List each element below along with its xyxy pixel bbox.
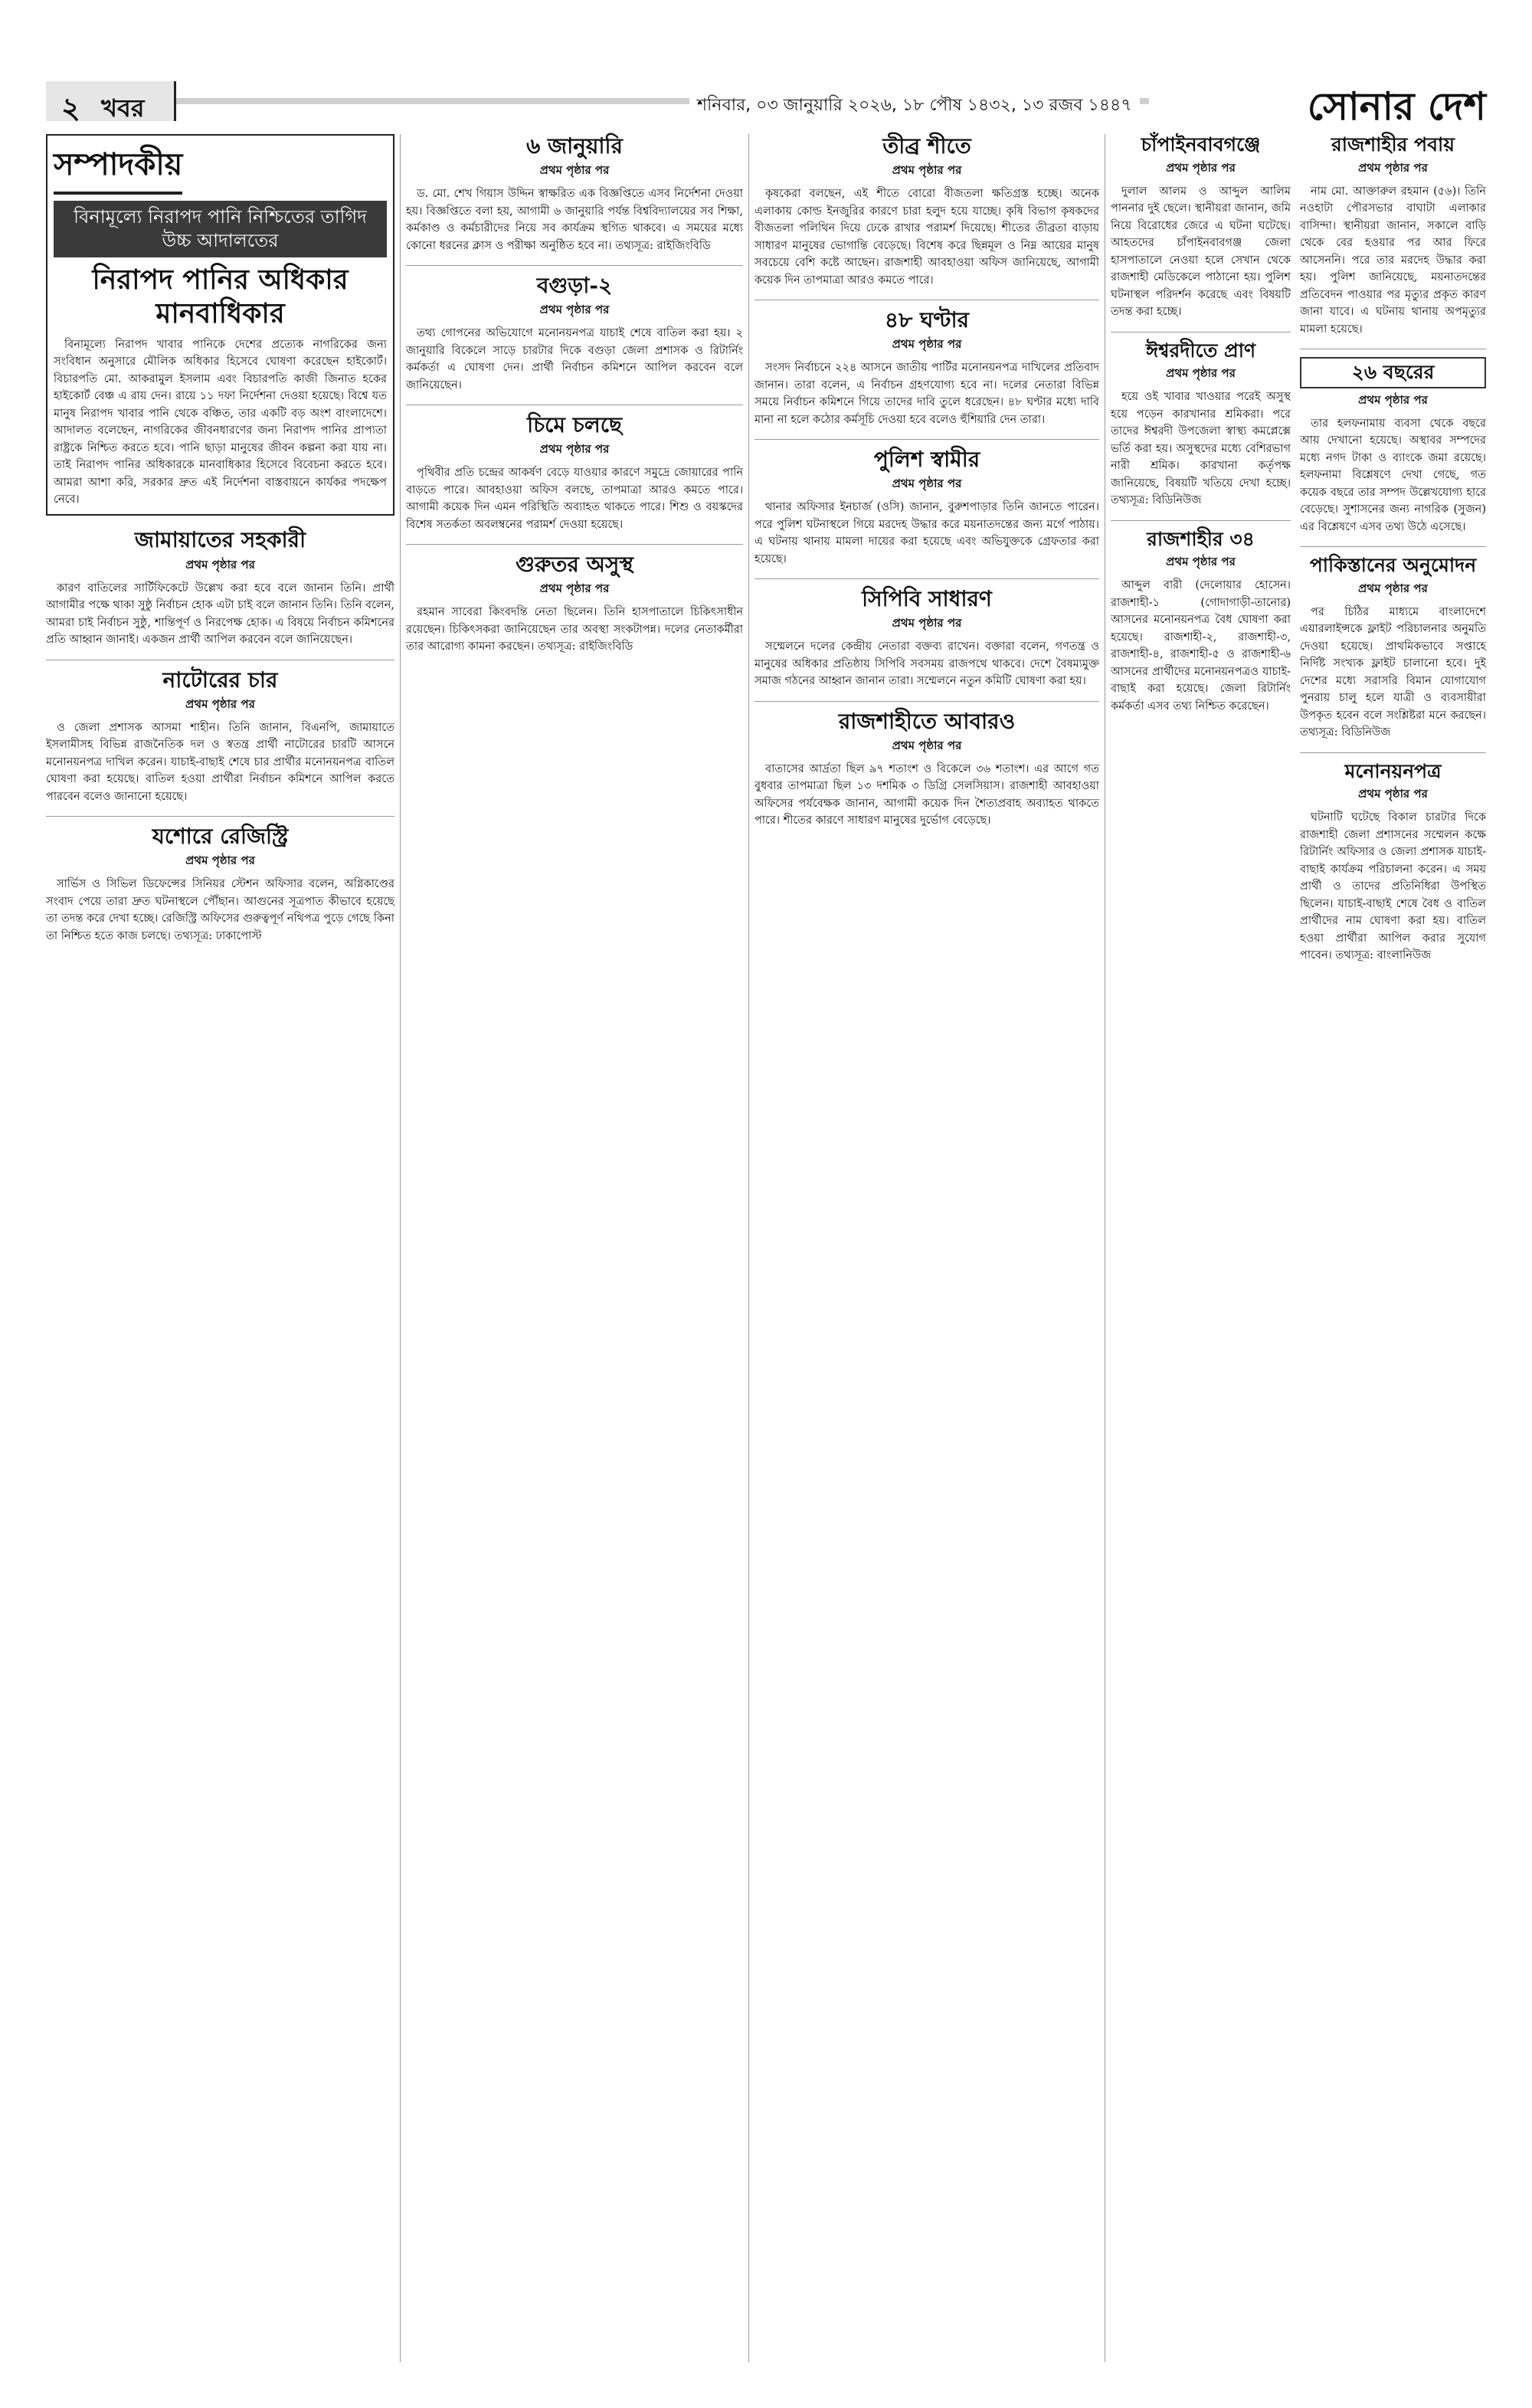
story-headline: পুলিশ স্বামীর [873, 447, 980, 473]
masthead [46, 81, 1486, 129]
story-jamaat [46, 528, 394, 648]
story-headline: চিমে চলছে [527, 412, 622, 438]
column-1 [46, 134, 394, 955]
story-body: থানার অফিসার ইনচার্জ (ওসি) জানান, বুরুশপাড়ার তিনি জানতে পারেন। পরে পুলিশ ঘটনাস্থলে গিয়ে মরদেহ উদ্ধার করে ময়নাতদন্তের জন্য মর্গে পাঠায়। এ ঘটনায় থানায় মামলা দায়ের করা হয়েছে এবং অভিযুক্তকে গ্রেফতার করা হয়েছে। [755, 501, 1099, 565]
story-kicker: প্রথম পৃষ্ঠার পর [1358, 392, 1428, 407]
story-body: পৃথিবীর প্রতি চন্দ্রের আকর্ষণ বেড়ে যাওয়ার কারণে সমুদ্রে জোয়ারের পানি বাড়তে পারে। আবহাওয়া অফিস বলছে, তাপমাত্রা আরও কমতে পারে। আগামী কয়েক দিন এমন পরিস্থিতি অব্যাহত থাকতে পারে। শিশু ও বয়স্কদের বিশেষ সতর্কতা অবলম্বনের পরামর্শ দেওয়া হয়েছে। [406, 467, 743, 531]
story-cpb [755, 587, 1099, 690]
story-kicker: প্রথম পৃষ্ঠার পর [1166, 366, 1236, 381]
story-body: কারণ বাতিলের সার্টিফিকেটে উল্লেখ করা হবে বলে জানান তিনি। প্রার্থী আগামীর পক্ষে থাকা সুষ্ঠু নির্বাচন হোক এটা চাই বলে জানান তিনি। তিনি বলেন, আমরা চাই নির্বাচন সুষ্ঠু, শান্তিপূর্ণ ও নিরপেক্ষ হোক। এ বিষয়ে নির্বাচন কমিশনের প্রতি আহ্বান জানাই। একজন প্রার্থী আপিল করবেন বলে জানিয়েছেন। [46, 582, 394, 647]
story-headline: নাটোরের চার [162, 667, 278, 693]
newspaper-logo: সোনার দেশ [1307, 84, 1486, 129]
story-age-26 [1300, 357, 1486, 536]
story-kicker: প্রথম পৃষ্ঠার পর [892, 163, 962, 178]
story-headline: পাকিস্তানের অনুমোদন [1309, 554, 1477, 576]
story-body: তথ্য গোপনের অভিযোগে মনোনয়নপত্র যাচাই শেষে বাতিল করা হয়। ২ জানুয়ারি বিকেলে সাড়ে চারটার দিকে বগুড়া জেলা প্রশাসক ও রিটার্নিং কর্মকর্তা এ ঘোষণা দেন। প্রার্থী নির্বাচন কমিশনে আপিল করবেন বলে জানিয়েছেন। [406, 327, 743, 392]
page-number: ২ [61, 90, 80, 125]
story-police [755, 447, 1099, 568]
story-kicker: প্রথম পৃষ্ঠার পর [892, 337, 962, 352]
story-nator [46, 668, 394, 806]
story-kicker: প্রথম পৃষ্ঠার পর [185, 853, 255, 868]
story-chime [406, 413, 743, 533]
story-headline: গুরুতর অসুস্থ [516, 552, 633, 578]
story-kicker: প্রথম পৃষ্ঠার পর [539, 442, 610, 457]
story-kicker: প্রথম পৃষ্ঠার পর [1358, 160, 1428, 175]
editorial-box [46, 134, 394, 516]
story-kicker: প্রথম পৃষ্ঠার পর [539, 303, 610, 317]
story-body: নাম মো. আক্তারুল রহমান (৫৬)। তিনি নওহাটা পৌরসভার বাঘাটা এলাকার বাসিন্দা। স্থানীয়রা জানান, সকালে বাড়ি থেকে বের হওয়ার পর আর ফিরে আসেননি। পরে তার মরদেহ উদ্ধার করা হয়। পুলিশ জানিয়েছে, ময়নাতদন্তের প্রতিবেদন পাওয়ার পর মৃত্যুর প্রকৃত কারণ জানা যাবে। এ ঘটনায় থানায় অপমৃত্যুর মামলা হয়েছে। [1300, 185, 1486, 336]
story-kicker: প্রথম পৃষ্ঠার পর [892, 477, 962, 491]
story-body: কৃষকেরা বলছেন, এই শীতে বোরো বীজতলা ক্ষতিগ্রস্ত হচ্ছে। অনেক এলাকায় কোল্ড ইনজুরির কারণে চারা হলুদ হয়ে যাচ্ছে। কৃষি বিভাগ কৃষকদের বীজতলা পলিথিন দিয়ে ঢেকে রাখার পরামর্শ দিয়েছে। শীতের তীব্রতা বাড়ায় সাধারণ মানুষের ভোগান্তি বেড়েছে। বিশেষ করে ছিন্নমূল ও নিম্ন আয়ের মানুষ সবচেয়ে বেশি কষ্টে আছেন। রাজশাহী আবহাওয়া অফিস জানিয়েছে, আগামী কয়েক দিন তাপমাত্রা আরও কমতে পারে। [755, 188, 1099, 287]
story-body: ঘটনাটি ঘটেছে বিকাল চারটার দিকে রাজশাহী জেলা প্রশাসনের সম্মেলন কক্ষে রিটার্নিং অফিসার ও জেলা প্রশাসক যাচাই-বাছাই কার্যক্রম পরিচালনা করেন। এ সময় প্রার্থী ও তাদের প্রতিনিধিরা উপস্থিত ছিলেন। যাচাই-বাছাই শেষে বৈধ ও বাতিল প্রার্থীদের নাম ঘোষণা করা হয়। বাতিল হওয়া প্রার্থীরা আপিল করার সুযোগ পাবেন। তথ্যসূত্র: বাংলানিউজ [1300, 811, 1486, 962]
story-tibra [755, 134, 1099, 289]
story-kicker: প্রথম পৃষ্ঠার পর [1166, 555, 1236, 569]
story-jessore [46, 824, 394, 945]
story-nomination [1300, 761, 1486, 965]
story-body: সার্ভিস ও সিভিল ডিফেন্সের সিনিয়র স্টেশন অফিসার বলেন, অগ্নিকাণ্ডের সংবাদ পেয়ে তারা দ্রুত ঘটনাস্থলে পৌঁছান। আগুনের সূত্রপাত কীভাবে হয়েছে তা তদন্ত করে দেখা হচ্ছে। রেজিস্ট্রি অফিসের গুরুত্বপূর্ণ নথিপত্র পুড়ে গেছে কিনা তা নিশ্চিত হতে কাজ চলছে। তথ্যসূত্র: ঢাকাপোস্ট [46, 878, 394, 942]
story-headline: যশোরে রেজিস্ট্রি [152, 824, 289, 850]
column-2 [406, 134, 743, 667]
story-headline: ৪৮ ঘণ্টার [884, 307, 970, 333]
story-headline: সিপিবি সাধারণ [862, 586, 992, 612]
section-name: খবর [101, 93, 145, 123]
story-guruter [406, 552, 743, 656]
story-headline: রাজশাহীতে আবারও [838, 708, 1016, 734]
story-body: বাতাসের আর্দ্রতা ছিল ৯৭ শতাংশ ও বিকেলে ৩৬ শতাংশ। এর আগে গত বুধবার তাপমাত্রা ছিল ১৩ দশমিক ৩ ডিগ্রি সেলসিয়াস। রাজশাহী আবহাওয়া অফিসের পর্যবেক্ষক জানান, আগামী কয়েক দিন শৈত্যপ্রবাহ অব্যাহত থাকতে পারে। শীতের কারণে সাধারণ মানুষের দুর্ভোগ বেড়েছে। [755, 762, 1099, 827]
story-rajshahi-pobay [1300, 134, 1486, 338]
story-kicker: প্রথম পৃষ্ঠার পর [1358, 581, 1428, 595]
story-headline: ৬ জানুয়ারি [526, 133, 623, 159]
story-kicker: প্রথম পৃষ্ঠার পর [1166, 160, 1236, 175]
column-3 [755, 134, 1099, 840]
story-jan6 [406, 134, 743, 254]
story-headline: বগুড়া-২ [536, 273, 613, 299]
story-body: তার হলফনামায় ব্যবসা থেকে বছরে আয় দেখানো হয়েছে। অস্থাবর সম্পদের মধ্যে নগদ টাকা ও ব্যাংকে জমা রয়েছে। হলফনামা বিশ্লেষণে দেখা গেছে, গত কয়েক বছরে তার সম্পদ উল্লেখযোগ্য হারে বেড়েছে। সুশাসনের জন্য নাগরিক (সুজন) এর বিশ্লেষণে এসব তথ্য উঠে এসেছে। [1300, 417, 1486, 533]
story-body: পর চিঠির মাধ্যমে বাংলাদেশে এয়ারলাইন্সকে ফ্লাইট পরিচালনার অনুমতি দেওয়া হয়েছে। প্রাথমিকভাবে সপ্তাহে নির্দিষ্ট সংখ্যক ফ্লাইট চালানো হবে। দুই দেশের মধ্যে সরাসরি বিমান যোগাযোগ পুনরায় চালু হলে যাত্রী ও ব্যবসায়ীরা উপকৃত হবেন বলে সংশ্লিষ্টরা মনে করছেন। তথ্যসূত্র: বিডিনিউজ [1300, 605, 1486, 739]
story-kicker: প্রথম পৃষ্ঠার পর [892, 616, 962, 631]
story-bogura [406, 274, 743, 394]
story-kicker: প্রথম পৃষ্ঠার পর [892, 738, 962, 752]
editorial-body: বিনামূল্যে নিরাপদ খাবার পানিকে দেশের প্রত্যেক নাগরিকের জন্য সংবিধান অনুসারে মৌলিক অধিকার হিসেবে ঘোষণা করেছেন হাইকোর্ট। বিচারপতি মো. আকরামুল ইসলাম এবং বিচারপতি কাজী জিনাত হকের হাইকোর্ট বেঞ্চ এ রায় দেন। রায়ে ১১ দফা নির্দেশনা দেওয়া হয়েছে। বিশ্বে যত মানুষ নিরাপদ খাবার পানি থেকে বঞ্চিত, তার একটি বড় অংশ বাংলাদেশে। আদালত বলেছেন, নাগরিকের জীবনধারণের জন্য নিরাপদ পানির প্রাপ্যতা রাষ্ট্রকে নিশ্চিত করতে হবে। পানি ছাড়া মানুষের জীবন কল্পনা করা যায় না। তাই নিরাপদ পানির অধিকারকে মানবাধিকার হিসেবে বিবেচনা করতে হবে। আমরা আশা করি, সরকার দ্রুত এই নির্দেশনা বাস্তবায়নে কার্যকর পদক্ষেপ নেবে। [54, 338, 387, 506]
story-headline: রাজশাহীর পবায় [1331, 133, 1455, 156]
story-chapai [1111, 134, 1291, 321]
story-rajshahi-again [755, 709, 1099, 830]
story-body: ড. মো. শেখ গিয়াস উদ্দিন স্বাক্ষরিত এক বিজ্ঞপ্তিতে এসব নির্দেশনা দেওয়া হয়। বিজ্ঞপ্তিতে বলা হয়, আগামী ৬ জানুয়ারি পর্যন্ত বিশ্ববিদ্যালয়ের সব শিক্ষা, কর্মকাণ্ড ও কর্মচারীদের নিয়ে সব কার্যক্রম স্থগিত থাকবে। এ সময়ের মধ্যে কোনো ধরনের ক্লাস ও পরীক্ষা অনুষ্ঠিত হবে না। তথ্যসূত্র: রাইজিংবিডি [406, 188, 743, 252]
story-headline: তীব্র শীতে [882, 133, 971, 159]
story-kicker: প্রথম পৃষ্ঠার পর [185, 557, 255, 572]
editorial-label: সম্পাদকীয় [54, 140, 182, 195]
story-headline: ঈশ্বরদীতে প্রাণ [1145, 339, 1256, 362]
story-kicker: প্রথম পৃষ্ঠার পর [539, 582, 610, 596]
story-body: সম্মেলনে দলের কেন্দ্রীয় নেতারা বক্তব্য রাখেন। বক্তারা বলেন, গণতন্ত্র ও মানুষের অধিকার প্রতিষ্ঠায় সিপিবি সবসময় রাজপথে থাকবে। দেশে বৈষম্যমুক্ত সমাজ গঠনের আহ্বান জানান তারা। সম্মেলনে নতুন কমিটি ঘোষণা করা হয়। [755, 640, 1099, 688]
story-body: দুলাল আলম ও আব্দুল আলিম পাননার দুই ছেলে। স্থানীয়রা জানান, জমি নিয়ে বিরোধের জেরে এ ঘটনা ঘটেছে। আহতদের চাঁপাইনবাবগঞ্জ জেলা হাসপাতালে নেওয়া হলে সেখান থেকে রাজশাহী মেডিকেলে পাঠানো হয়। পুলিশ ঘটনাস্থল পরিদর্শন করেছে এবং বিষয়টি তদন্ত করা হচ্ছে। [1111, 185, 1291, 319]
story-body: আব্দুল বারী (দেলোয়ার হোসেন। রাজশাহী-১ (গোদাগাড়ী-তানোর) আসনের মনোনয়নপত্র বৈধ ঘোষণা করা হয়েছে। রাজশাহী-২, রাজশাহী-৩, রাজশাহী-৪, রাজশাহী-৫ ও রাজশাহী-৬ আসনের প্রার্থীদের মনোনয়নপত্রও যাচাই-বাছাই করা হয়েছে। জেলা রিটার্নিং কর্মকর্তা এসব তথ্য নিশ্চিত করেছেন। [1111, 579, 1291, 713]
story-rajshahi-34 [1111, 529, 1291, 716]
story-headline: জামায়াতের সহকারী [134, 527, 306, 553]
story-headline: চাঁপাইনবাবগঞ্জে [1141, 133, 1261, 156]
story-body: হয়ে ওই খাবার খাওয়ার পরেই অসুস্থ হয়ে পড়েন কারখানার শ্রমিকরা। পরে তাদের ঈশ্বরদী উপজেলা স্বাস্থ্য কমপ্লেক্সে ভর্তি করা হয়। অসুস্থদের মধ্যে বেশিরভাগ নারী শ্রমিক। কারখানা কর্তৃপক্ষ জানিয়েছে, বিষয়টি খতিয়ে দেখা হচ্ছে। তথ্যসূত্র: বিডিনিউজ [1111, 391, 1291, 507]
column-4 [1111, 134, 1486, 975]
story-48-hours [755, 308, 1099, 428]
column-divider [400, 134, 401, 2362]
story-headline: রাজশাহীর ৩৪ [1147, 527, 1255, 550]
story-kicker: প্রথম পৃষ্ঠার পর [185, 696, 255, 711]
story-headline: মনোনয়নপত্র [1344, 759, 1442, 782]
story-headline: ২৬ বছরের [1300, 357, 1486, 388]
story-kicker: প্রথম পৃষ্ঠার পর [1358, 787, 1428, 801]
story-ishwardi [1111, 340, 1291, 509]
column-divider [748, 134, 749, 2362]
story-body: সংসদ নির্বাচনে ২২৪ আসনে জাতীয় পার্টির মনোনয়নপত্র দাখিলের প্রতিবাদ জানান। তারা বলেন, এ নির্বাচন গ্রহণযোগ্য হবে না। দলের নেতারা বিভিন্ন সময়ে নির্বাচন কমিশনে গিয়ে তাদের দাবি তুলে ধরেছেন। ৪৮ ঘণ্টার মধ্যে দাবি মানা না হলে কঠোর কর্মসূচি দেওয়া হবে বলেও হুঁশিয়ারি দেন তারা। [755, 362, 1099, 426]
story-body: রহমান সাবেরা কিংবদন্তি নেতা ছিলেন। তিনি হাসপাতালে চিকিৎসাধীন রয়েছেন। চিকিৎসকরা জানিয়েছেন তার অবস্থা সংকটাপন্ন। দলের নেতাকর্মীরা তার আরোগ্য কামনা করছেন। তথ্যসূত্র: রাইজিংবিডি [406, 606, 743, 654]
dateline: শনিবার, ০৩ জানুয়ারি ২০২৬, ১৮ পৌষ ১৪৩২, ১৩ রজব ১৪৪৭ [689, 90, 1140, 122]
page-label [46, 81, 176, 125]
editorial-subheadline: বিনামূল্যে নিরাপদ পানি নিশ্চিতের তাগিদ উচ্চ আদালতের [54, 201, 387, 257]
story-kicker: প্রথম পৃষ্ঠার পর [539, 163, 610, 178]
story-body: ও জেলা প্রশাসক আসমা শাহীন। তিনি জানান, বিএনপি, জামায়াতে ইসলামীসহ বিভিন্ন রাজনৈতিক দল ও স্বতন্ত্র প্রার্থী নাটোরের চারটি আসনে মনোনয়নপত্র দাখিল করেন। যাচাই-বাছাই শেষে চার প্রার্থীর মনোনয়নপত্র বাতিল ঘোষণা করা হয়েছে। বাতিল হওয়া প্রার্থীরা নির্বাচন কমিশনে আপিল করতে পারবেন বলেও জানানো হয়েছে। [46, 721, 394, 803]
story-pakistan [1300, 555, 1486, 742]
editorial-headline: নিরাপদ পানির অধিকার মানবাধিকার [92, 264, 349, 329]
